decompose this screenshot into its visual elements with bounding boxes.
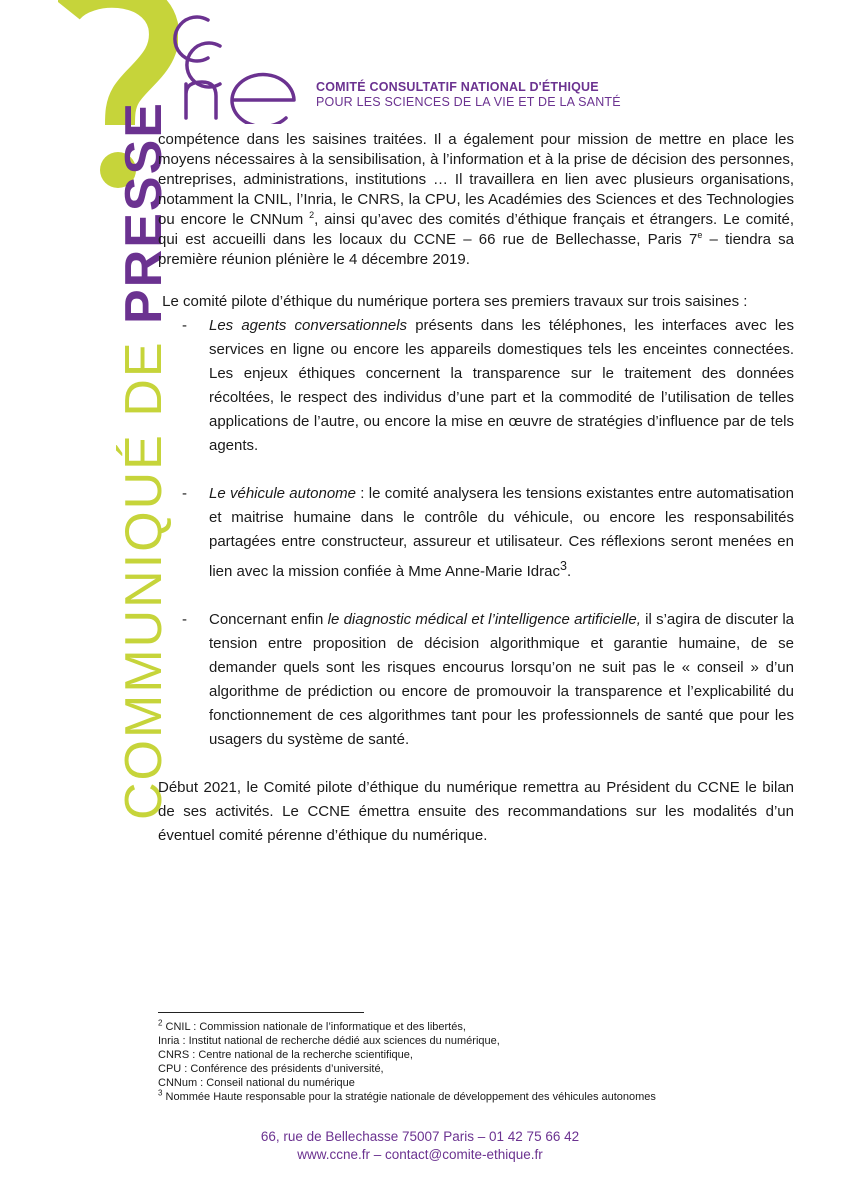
lead-text: Le comité pilote d’éthique du numérique portera ses premiers travaux sur trois saisines : xyxy=(162,293,748,310)
press-release-body xyxy=(158,130,794,848)
item-text: : le comité analysera les tensions existantes entre automatisation et maitrise humaine dans le contrôle du véhicule, ou encore les responsabilités partagées entre constructeur, assureur et utilisateur. Ces réflexions seront menées en lien avec la mission confiée à Mme Anne-Marie Idrac xyxy=(209,485,794,580)
org-name: COMITÉ CONSULTATIF NATIONAL D'ÉTHIQUE xyxy=(316,80,599,94)
footnote-divider xyxy=(158,1012,364,1013)
intro-text-b: , ainsi qu’avec des comités d’éthique français et étrangers. Le comité, qui est accueilli dans les locaux du CCNE – 66 rue de Bellechasse, Paris 7 xyxy=(158,211,795,248)
footnote-3-text: Nommée Haute responsable pour la stratégie nationale de développement des véhicules autonomes xyxy=(162,1091,656,1103)
item-italic: Les agents conversationnels xyxy=(209,317,408,334)
item-prefix: Concernant enfin xyxy=(209,611,328,628)
footer-contact: www.ccne.fr – contact@comite-ethique.fr xyxy=(297,1147,543,1162)
item-tail: . xyxy=(566,563,572,580)
superscript-e: e xyxy=(697,230,703,240)
intro-paragraph xyxy=(158,130,794,270)
footnote-2-text: CNIL : Commission nationale de l’informatique et des libertés, xyxy=(162,1021,466,1033)
page-footer xyxy=(150,1128,690,1164)
footnote-line-cpu: CPU : Conférence des présidents d’université, xyxy=(158,1063,384,1075)
footnote-ref-3: 3 xyxy=(560,559,567,573)
ccne-logo-icon xyxy=(168,14,308,124)
intro-text-a: compétence dans les saisines traitées. Il a également pour mission de mettre en place les moyens nécessaires à la sensibilisation, à l’information et à la prise de décision des personnes, entreprises, administrations, institutions … Il travaillera en lien avec plusieurs organisations, notamment la CNIL, l’Inria, le CNRS, la CPU, les Académies des Sciences et des Technologies ou encore le CNNum xyxy=(158,131,794,228)
footnote-line-inria: Inria : Institut national de recherche dédié aux sciences du numérique, xyxy=(158,1035,500,1047)
list-item xyxy=(158,608,794,752)
list-dash: - xyxy=(182,485,187,502)
footnote-mark-2: 2 xyxy=(158,1018,163,1028)
press-banner xyxy=(0,0,173,1200)
saisines-list xyxy=(158,314,794,752)
org-identity xyxy=(316,80,621,110)
closing-paragraph: Début 2021, le Comité pilote d’éthique du numérique remettra au Président du CCNE le bilan de ses activités. Le CCNE émettra ensuite des recommandations sur les modalités d’un éventuel comité pérenne d’éthique du numérique. xyxy=(158,779,794,844)
list-item xyxy=(158,314,794,458)
footnote-mark-3: 3 xyxy=(158,1088,163,1098)
item-italic: le diagnostic médical et l’intelligence artificielle, xyxy=(327,611,641,628)
banner-bold-text: PRESSE xyxy=(115,101,173,324)
footnote-line-cnrs: CNRS : Centre national de la recherche scientifique, xyxy=(158,1049,413,1061)
item-italic: Le véhicule autonome xyxy=(209,485,357,502)
item-text: présents dans les téléphones, les interfaces avec les services en ligne ou encore les appareils domestiques tels les enceintes connectées. Les enjeux éthiques concernent la transparence sur le traitement des données récoltées, le respect des individus d’une part et la commodité de l’utilisation de telles applications de l’autre, ou encore la mise en œuvre de stratégies d’influence par de tels agents. xyxy=(209,317,795,454)
footnote-3 xyxy=(158,1090,798,1104)
footnote-ref-2: 2 xyxy=(309,210,315,220)
footer-address: 66, rue de Bellechasse 75007 Paris – 01 42 75 66 42 xyxy=(260,1129,580,1144)
item-text: il s’agira de discuter la tension entre proposition de décision algorithmique et garantie humaine, de se demander quels sont les risques encourus lorsqu’on ne suit pas le « conseil » d’un algorithme de prédiction ou encore de promouvoir la transparence et l’explicabilité du fonctionnement de ces algorithmes tant pour les professionnels de santé que pour les usagers du système de santé. xyxy=(209,611,794,748)
org-subtitle: POUR LES SCIENCES DE LA VIE ET DE LA SANTÉ xyxy=(316,95,621,109)
list-dash: - xyxy=(182,317,187,334)
footnote-line-cnnum: CNNum : Conseil national du numérique xyxy=(158,1077,355,1089)
list-item xyxy=(158,482,794,584)
lead-paragraph xyxy=(158,292,794,312)
footnote-2 xyxy=(158,1020,798,1034)
list-dash: - xyxy=(182,611,187,628)
footnotes xyxy=(158,1020,798,1104)
banner-light-text: COMMUNIQUÉ DE xyxy=(115,324,173,820)
intro-text-c: – tiendra sa première réunion plénière le 4 décembre 2019. xyxy=(158,231,794,268)
